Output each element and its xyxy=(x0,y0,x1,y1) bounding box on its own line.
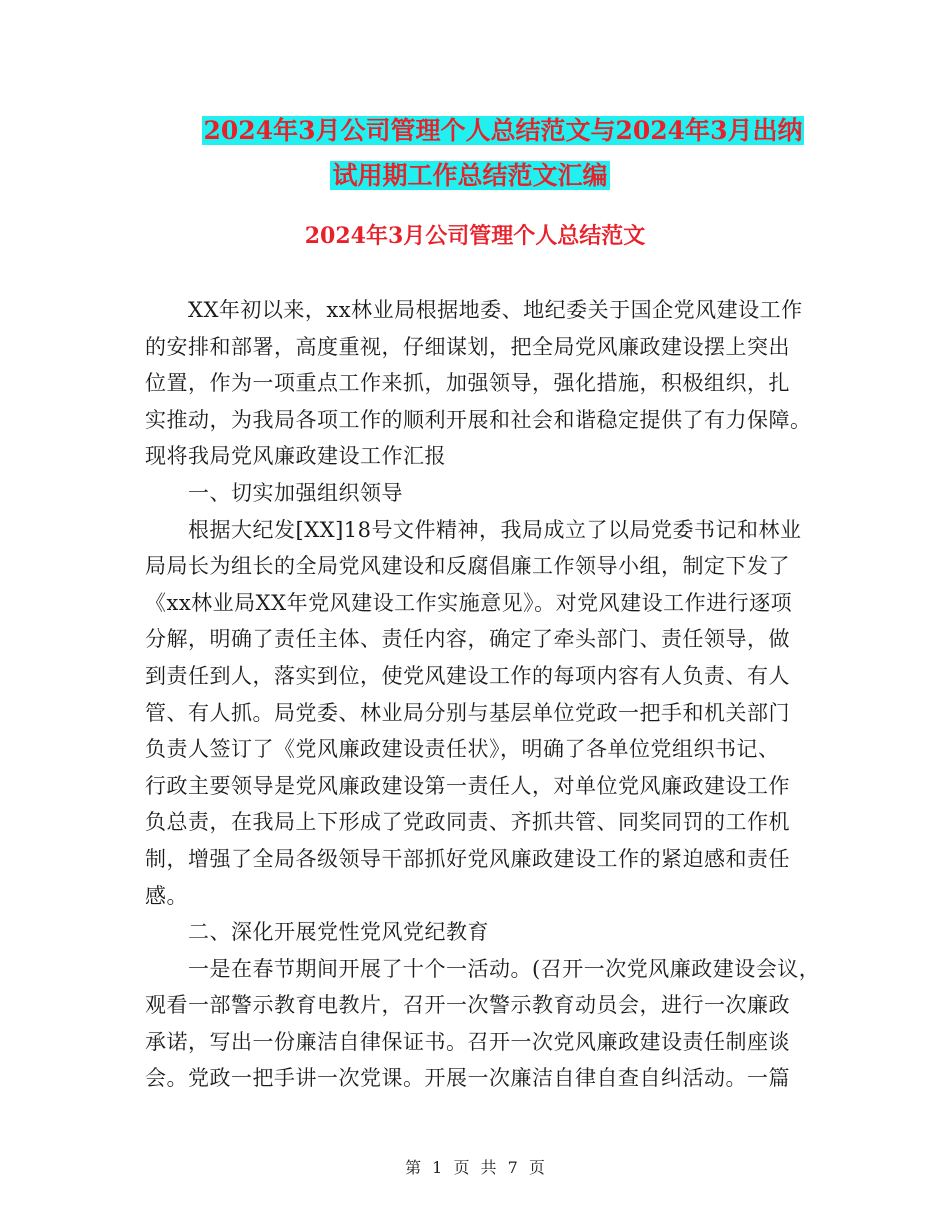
paragraph-line: 的安排和部署，高度重视，仔细谋划，把全局党风廉政建设摆上突出 xyxy=(145,334,790,359)
paragraph-line: 会。党政一把手讲一次党课。开展一次廉洁自律自查自纠活动。一篇 xyxy=(145,1066,790,1091)
paragraph-line: 位置，作为一项重点工作来抓，加强领导，强化措施，积极组织，扎 xyxy=(145,371,790,396)
section-title: 2024年3月公司管理个人总结范文 xyxy=(304,223,646,249)
paragraph-line: 局局长为组长的全局党风建设和反腐倡廉工作领导小组，制定下发了 xyxy=(145,554,790,579)
paragraph-line: 根据大纪发[XX]18号文件精神，我局成立了以局党委书记和林业 xyxy=(188,517,802,542)
paragraph-line: 承诺，写出一份廉洁自律保证书。召开一次党风廉政建设责任制座谈 xyxy=(145,1029,790,1054)
document-title-line-2 xyxy=(0,157,945,195)
heading-line: 二、深化开展党性党风党纪教育 xyxy=(188,920,489,945)
document-title-line-1 xyxy=(28,112,950,150)
paragraph-line: 负总责，在我局上下形成了党政同责、齐抓共管、同奖同罚的工作机 xyxy=(145,810,790,835)
paragraph-line: 到责任到人，落实到位，使党风建设工作的每项内容有人负责、有人 xyxy=(145,663,790,688)
paragraph-line: 负责人签订了《党风廉政建设责任状》，明确了各单位党组织书记、 xyxy=(145,737,780,762)
document-title-text-1: 2024年3月公司管理个人总结范文与2024年3月出纳 xyxy=(203,116,803,145)
page-footer: 第 1 页 共 7 页 xyxy=(405,1158,545,1177)
paragraph-line: 管、有人抓。局党委、林业局分别与基层单位党政一把手和机关部门 xyxy=(145,700,790,725)
document-title-text-2: 试用期工作总结范文汇编 xyxy=(332,161,608,190)
paragraph-line: 感。 xyxy=(145,883,188,908)
paragraph-line: 制，增强了全局各级领导干部抓好党风廉政建设工作的紧迫感和责任 xyxy=(145,846,790,871)
paragraph-line: 一是在春节期间开展了十个一活动。(召开一次党风廉政建设会议， xyxy=(188,956,821,981)
paragraph-line: 观看一部警示教育电教片，召开一次警示教育动员会，进行一次廉政 xyxy=(145,993,790,1018)
paragraph-line: 分解，明确了责任主体、责任内容，确定了牵头部门、责任领导，做 xyxy=(145,627,790,652)
body-text xyxy=(145,292,821,1097)
paragraph-line: 行政主要领导是党风廉政建设第一责任人，对单位党风廉政建设工作 xyxy=(145,773,790,798)
heading-line: 一、切实加强组织领导 xyxy=(188,480,403,505)
paragraph-line: 现将我局党风廉政建设工作汇报 xyxy=(145,444,446,469)
paragraph-line: 《xx林业局XX年党风建设工作实施意见》。对党风建设工作进行逐项 xyxy=(145,590,793,615)
paragraph-line: 实推动，为我局各项工作的顺利开展和社会和谐稳定提供了有力保障。 xyxy=(145,407,812,432)
paragraph-line: XX年初以来，xx林业局根据地委、地纪委关于国企党风建设工作 xyxy=(188,298,803,322)
